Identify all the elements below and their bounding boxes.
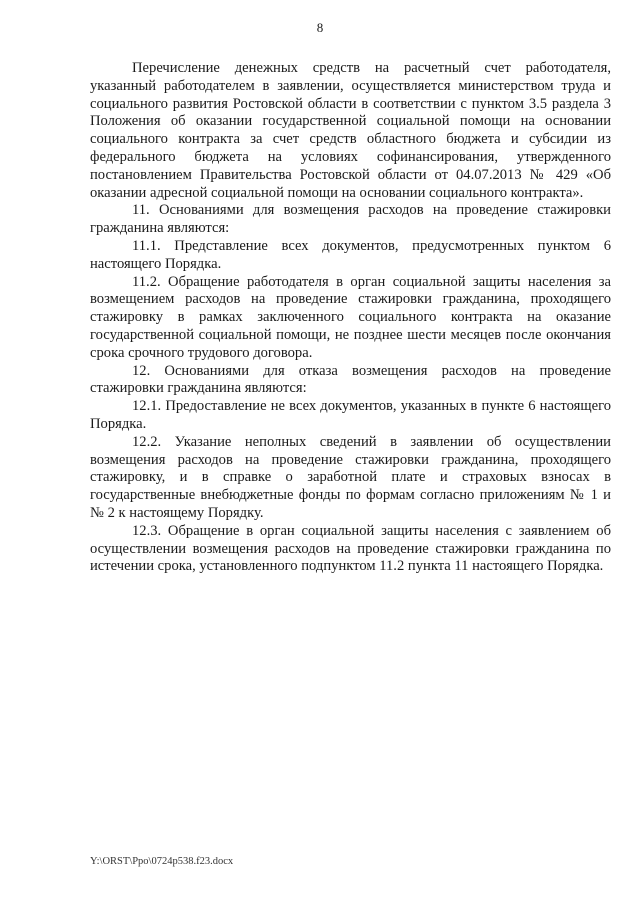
paragraph-11-grounds-reimbursement: 11. Основаниями для возмещения расходов на проведение стажировки гражданина являются:: [90, 202, 611, 237]
paragraph-12-3: 12.3. Обращение в орган социальной защиты населения с заявлением об осуществлении возмещения расходов на проведение стажировки гражданина по истечении срока, установленного подпунктом 11.2 пункта 11 настоящего Порядка.: [90, 522, 611, 575]
paragraph-11-1: 11.1. Представление всех документов, предусмотренных пунктом 6 настоящего Порядка.: [90, 237, 611, 272]
paragraph-payment-transfer: Перечисление денежных средств на расчетный счет работодателя, указанный работодателем в заявлении, осуществляется министерством труда и социального развития Ростовской области в соответствии с пунктом 3.5 раздела 3 Положения об оказании государственной социальной помощи на основании социального контракта за счет средств областного бюджета и субсидии из федерального бюджета на условиях софинансирования, утвержденного постановлением Правительства Ростовской области от 04.07.2013 № 429 «Об оказании адресной социальной помощи на основании социального контракта».: [90, 60, 611, 201]
page-number: 8: [316, 20, 324, 35]
paragraph-12-1: 12.1. Предоставление не всех документов, указанных в пункте 6 настоящего Порядка.: [90, 398, 611, 432]
paragraph-11-2: 11.2. Обращение работодателя в орган социальной защиты населения за возмещением расходов на проведение стажировки гражданина, проходящего стажировку в рамках заключенного социального контракта на оказание государственной социальной помощи, не позднее шести месяцев после окончания срока срочного трудового договора.: [90, 273, 611, 361]
paragraph-12-2: 12.2. Указание неполных сведений в заявлении об осуществлении возмещения расходов на проведение стажировки гражданина, проходящего стажировку, и в справке о заработной плате и страховых взносах в государственные внебюджетные фонды по формам согласно приложениям № 1 и № 2 к настоящему Порядку.: [90, 433, 611, 521]
paragraph-12-grounds-refusal: 12. Основаниями для отказа возмещения расходов на проведение стажировки гражданина являются:: [90, 362, 611, 397]
document-body: [90, 60, 611, 576]
footer-file-path: Y:\ORST\Ppo\0724p538.f23.docx: [90, 856, 234, 867]
